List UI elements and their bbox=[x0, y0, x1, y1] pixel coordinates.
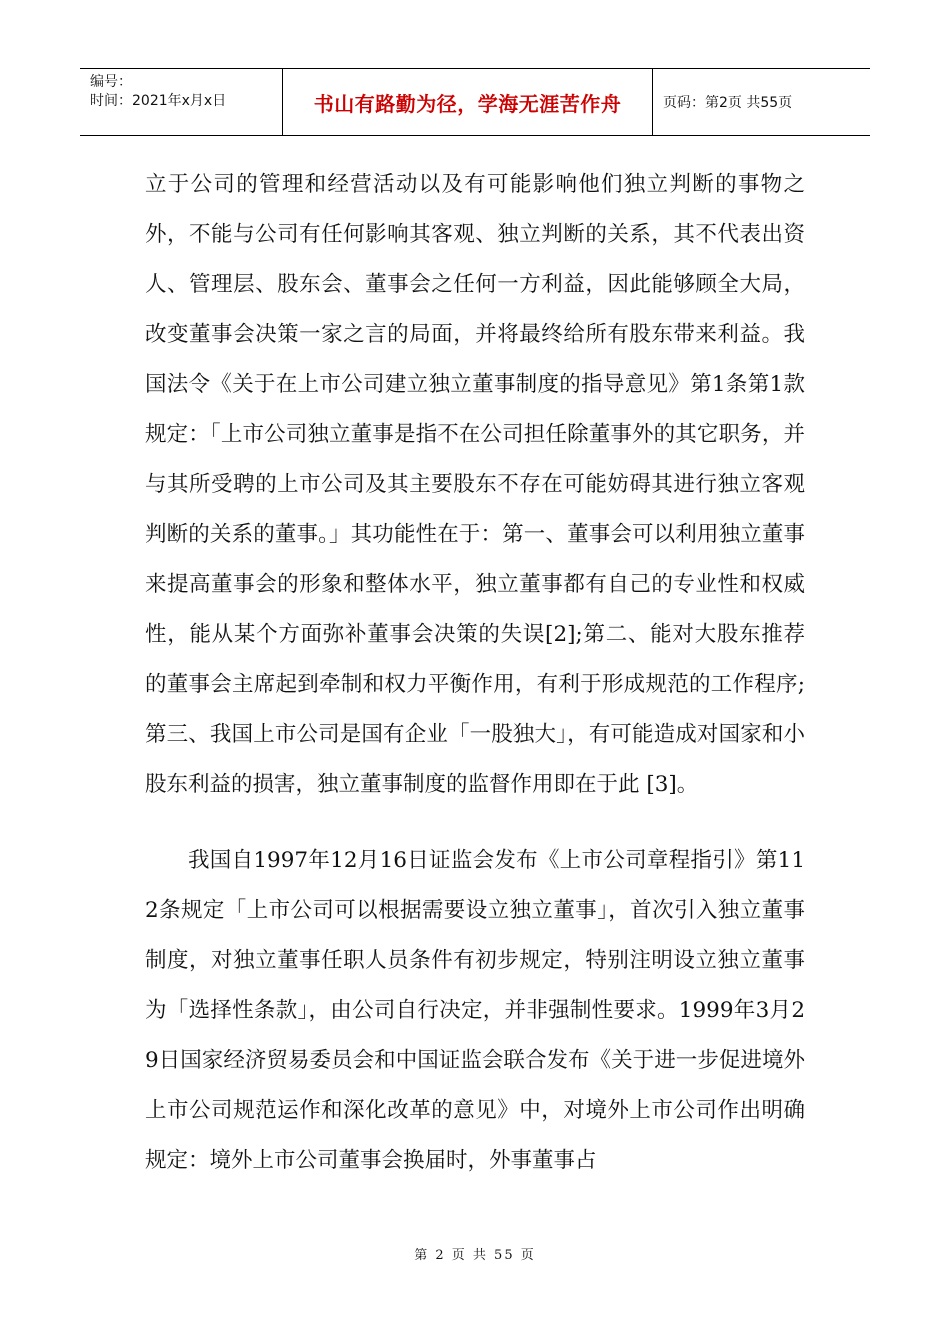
header-page-info: 页码：第2页 共55页 bbox=[663, 95, 793, 111]
page-header bbox=[80, 68, 870, 136]
header-motto: 书山有路勤为径，学海无涯苦作舟 bbox=[283, 69, 653, 135]
paragraph-1: 立于公司的管理和经营活动以及有可能影响他们独立判断的事物之外，不能与公司有任何影响其客观、独立判断的关系，其不代表出资人、管理层、股东会、董事会之任何一方利益，因此能够顾全大局，改变董事会决策一家之言的局面，并将最终给所有股东带来利益。我国法令《关于在上市公司建立独立董事制度的指导意见》第1条第1款规定：「上市公司独立董事是指不在公司担任除董事外的其它职务，并与其所受聘的上市公司及其主要股东不存在可能妨碍其进行独立客观判断的关系的董事。」其功能性在于：第一、董事会可以利用独立董事来提高董事会的形象和整体水平，独立董事都有自己的专业性和权威性，能从某个方面弥补董事会决策的失误[2];第二、能对大股东推荐的董事会主席起到牵制和权力平衡作用，有利于形成规范的工作程序;第三、我国上市公司是国有企业「一股独大」，有可能造成对国家和小股东利益的损害，独立董事制度的监督作用即在于此 [3]。 bbox=[145, 172, 805, 797]
header-meta bbox=[80, 69, 283, 135]
serial-number-label: 编号： bbox=[90, 74, 132, 90]
document-body bbox=[145, 160, 805, 1186]
date-line: 时间：2021年x月x日 bbox=[90, 93, 227, 109]
page-footer: 第 2 页 共 55 页 bbox=[414, 1248, 536, 1263]
paragraph-2: 我国自1997年12月16日证监会发布《上市公司章程指引》第112条规定「上市公司可以根据需要设立独立董事」，首次引入独立董事制度，对独立董事任职人员条件有初步规定，特别注明设立独立董事为「选择性条款」，由公司自行决定，并非强制性要求。1999年3月29日国家经济贸易委员会和中国证监会联合发布《关于进一步促进境外上市公司规范运作和深化改革的意见》中，对境外上市公司作出明确规定：境外上市公司董事会换届时，外事董事占 bbox=[145, 848, 805, 1173]
